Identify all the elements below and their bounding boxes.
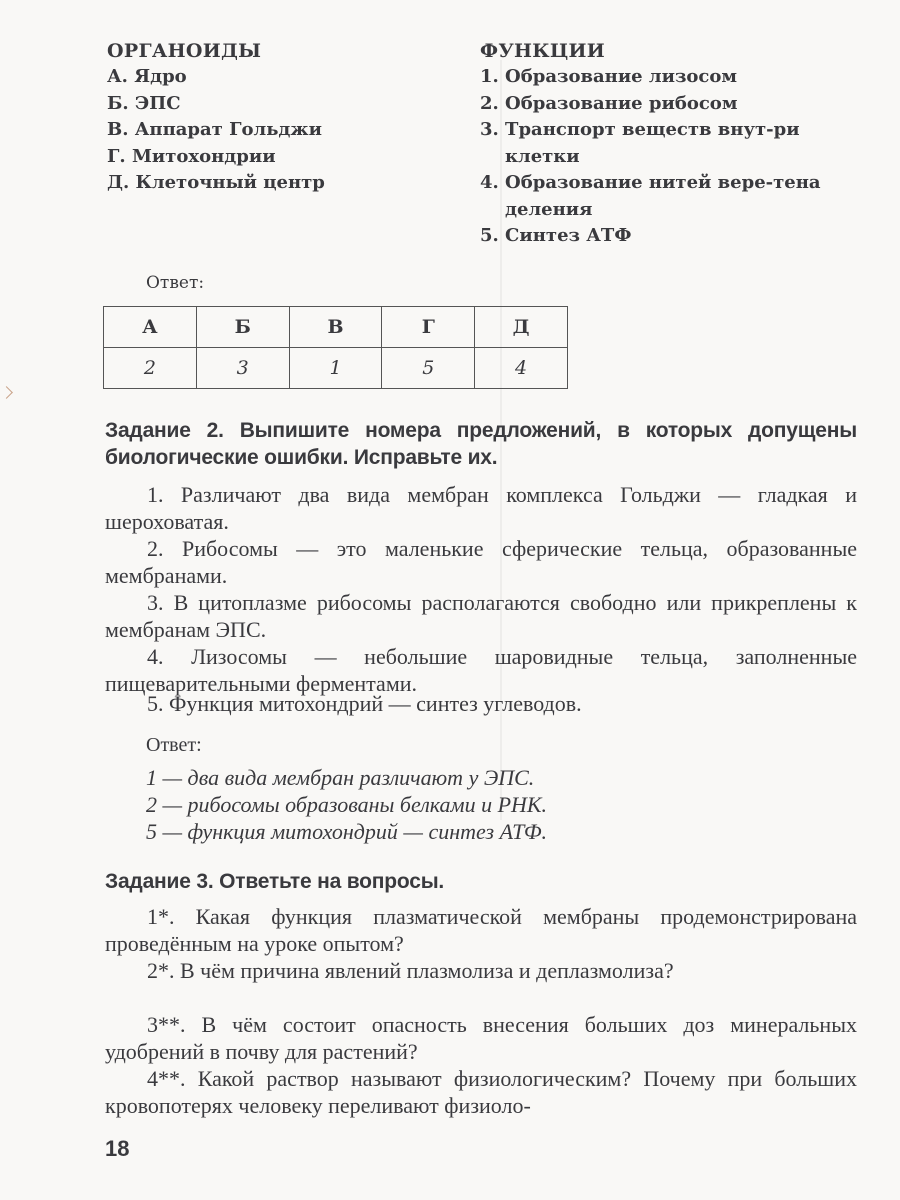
organoid-item: В. Аппарат Гольджи <box>107 119 322 140</box>
table-value-cell: 4 <box>475 348 568 389</box>
task2-sentence <box>105 690 857 717</box>
function-item: 1. Образование лизосом <box>480 66 738 87</box>
answer-table <box>103 306 568 389</box>
sentence-text: 3. В цитоплазме рибосомы располагаются свободно или прикреплены к мембранам ЭПС. <box>105 590 857 642</box>
table-value-cell: 2 <box>104 348 197 389</box>
question-text: 1*. Какая функция плазматической мембраны продемонстрирована проведённым на уроке опытом? <box>105 904 857 956</box>
organoids-column <box>107 38 467 197</box>
task2-sentence <box>105 643 857 697</box>
functions-column <box>480 38 840 250</box>
table-value-cell: 1 <box>289 348 382 389</box>
table-value-cell: 3 <box>196 348 289 389</box>
task2-sentence <box>105 589 857 643</box>
organoid-item: Д. Клеточный центр <box>107 172 325 193</box>
function-item: 2. Образование рибосом <box>480 92 738 114</box>
task1-answer-label: Ответ: <box>146 273 205 293</box>
organoid-item: А. Ядро <box>107 66 187 87</box>
task2-sentence <box>105 535 857 589</box>
sentence-text: 4. Лизосомы — небольшие шаровидные тельца, заполненные пищеварительными ферментами. <box>105 644 857 696</box>
task2-answer-label: Ответ: <box>146 734 202 756</box>
organoid-item: Б. ЭПС <box>107 92 181 114</box>
question-text: 4**. Какой раствор называют физиологическим? Почему при больших кровопотерях человеку переливают физиоло- <box>105 1066 857 1118</box>
function-item: 3. Транспорт веществ внут-ри клетки <box>480 119 800 167</box>
sentence-text: 2. Рибосомы — это маленькие сферические тельца, образованные мембранами. <box>105 536 857 588</box>
table-header-cell: Б <box>196 307 289 348</box>
task2-title: Задание 2. Выпишите номера предложений, в которых допущены биологические ошибки. Исправьте их. <box>105 419 857 469</box>
task3-question <box>105 1065 857 1119</box>
sentence-text: 5. Функция митохондрий — синтез углеводов. <box>147 691 582 716</box>
margin-mark <box>0 386 13 399</box>
table-header-cell: В <box>289 307 382 348</box>
task3-question <box>105 1011 857 1065</box>
task2-answer-line: 1 — два вида мембран различают у ЭПС. <box>146 765 535 790</box>
table-header-cell: А <box>104 307 197 348</box>
task2-answer-line: 5 — функция митохондрий — синтез АТФ. <box>146 819 548 844</box>
table-header-cell: Г <box>382 307 475 348</box>
task3-question <box>105 903 857 957</box>
table-value-cell: 5 <box>382 348 475 389</box>
task2-sentence <box>105 481 857 535</box>
function-item: 4. Образование нитей вере-тена деления <box>480 172 821 220</box>
function-item: 5. Синтез АТФ <box>480 225 632 246</box>
organoids-heading: ОРГАНОИДЫ <box>107 40 262 62</box>
table-header-cell: Д <box>475 307 568 348</box>
task3-question <box>105 957 857 984</box>
page-number: 18 <box>105 1136 130 1161</box>
question-text: 2*. В чём причина явлений плазмолиза и деплазмолиза? <box>147 958 674 983</box>
task3-title: Задание 3. Ответьте на вопросы. <box>105 870 445 893</box>
sentence-text: 1. Различают два вида мембран комплекса Гольджи — гладкая и шероховатая. <box>105 482 857 534</box>
functions-heading: ФУНКЦИИ <box>480 40 606 62</box>
organoid-item: Г. Митохондрии <box>107 145 276 167</box>
question-text: 3**. В чём состоит опасность внесения больших доз минеральных удобрений в почву для растений? <box>105 1012 857 1064</box>
task2-answer-line: 2 — рибосомы образованы белками и РНК. <box>146 792 548 817</box>
